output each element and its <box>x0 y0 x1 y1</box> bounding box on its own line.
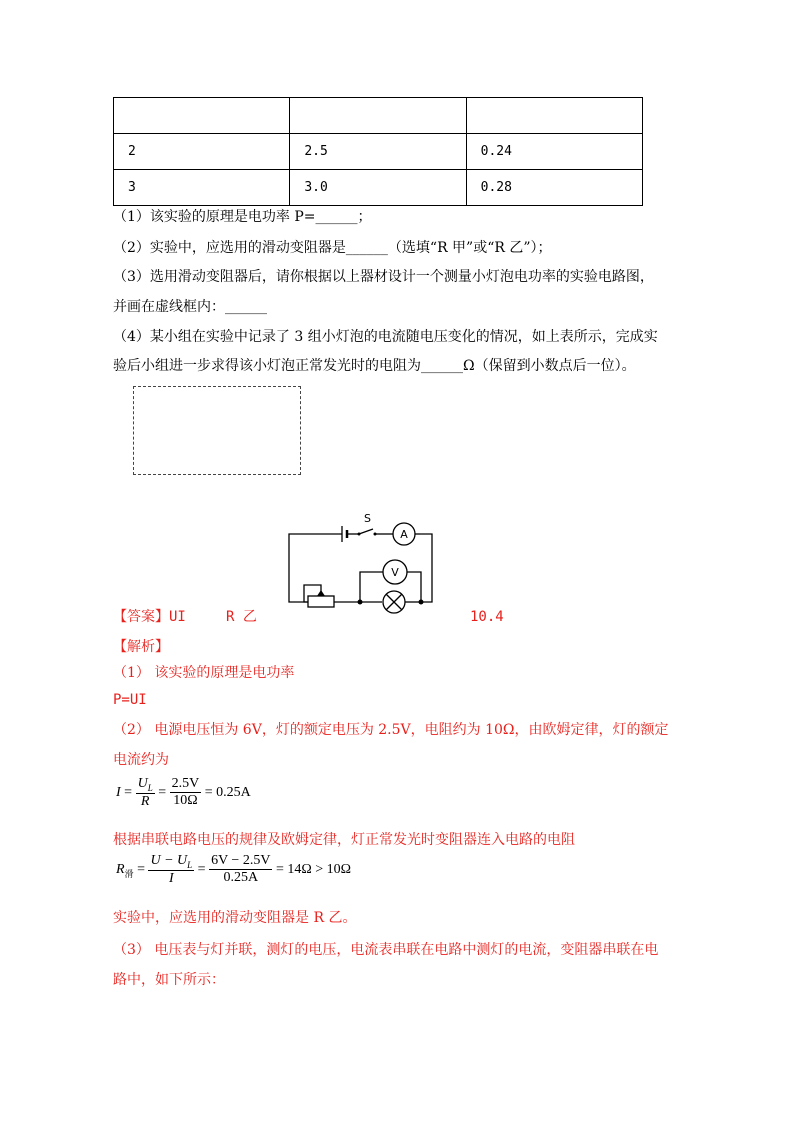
table-cell: 3.0 <box>290 170 466 206</box>
question-1: （1）该实验的原理是电功率 P=______； <box>113 209 372 225</box>
analysis-p3: 根据串联电路电压的规律及欧姆定律，灯正常发光时变阻器连入电路的电阻 <box>113 832 575 848</box>
data-table <box>113 97 643 206</box>
answer-1: UI <box>169 609 186 625</box>
question-3-line-2: 并画在虚线框内：______ <box>113 299 267 315</box>
ammeter-label: A <box>400 528 408 541</box>
analysis-p5-line-2: 路中，如下所示： <box>113 972 225 988</box>
formula-result: 0.25A <box>216 785 251 801</box>
question-3-line-1: （3）选用滑动变阻器后，请你根据以上器材设计一个测量小灯泡电功率的实验电路图， <box>113 269 654 285</box>
wire-left <box>289 534 342 602</box>
table-cell: 0.24 <box>466 134 642 170</box>
drawing-box <box>133 386 301 475</box>
analysis-tag: 【解析】 <box>113 639 169 655</box>
wire-right <box>420 534 432 602</box>
rheostat-arrow <box>317 590 325 596</box>
question-4-line-1: （4）某小组在实验中记录了 3 组小灯泡的电流随电压变化的情况，如上表所示，完成实 <box>113 329 658 345</box>
table-cell <box>290 98 466 134</box>
analysis-p1: （1） 该实验的原理是电功率 <box>113 665 295 681</box>
formula-resistance: $R_滑$ = $\frac{U - U_L}{I}$ = $\frac{6V - 2.5V}{0.25A}$ = 14Ω > 10Ω <box>116 853 352 886</box>
answer-tag: 【答案】 <box>113 609 169 625</box>
question-2: （2）实验中，应选用的滑动变阻器是______（选填“R 甲”或“R 乙”）； <box>113 240 552 256</box>
table-cell <box>114 98 290 134</box>
analysis-p1-formula: P=UI <box>113 692 147 708</box>
table-row <box>114 98 643 134</box>
table-cell: 3 <box>114 170 290 206</box>
analysis-p2-line-2: 电流约为 <box>113 752 169 768</box>
question-4-line-2: 验后小组进一步求得该小灯泡正常发光时的电阻为______Ω（保留到小数点后一位）。 <box>113 358 636 374</box>
analysis-p4: 实验中，应选用的滑动变阻器是 R 乙。 <box>113 910 357 926</box>
answer-2: R 乙 <box>226 609 257 625</box>
table-cell: 0.28 <box>466 170 642 206</box>
formula-lhs: I <box>116 785 121 801</box>
answer-line <box>113 607 186 627</box>
rheostat-body <box>308 596 334 607</box>
fraction: $\frac{6V - 2.5V}{0.25A}$ <box>211 853 271 886</box>
analysis-p2-line-1: （2） 电源电压恒为 6V，灯的额定电压为 2.5V，电阻约为 10Ω，由欧姆定律，灯的额定 <box>113 722 669 738</box>
table-row <box>114 170 643 206</box>
table-cell: 2.5 <box>290 134 466 170</box>
rheostat-slider <box>304 585 321 602</box>
switch-label: S <box>364 512 371 525</box>
formula-result: 14Ω > 10Ω <box>287 862 352 878</box>
formula-current: I = $\frac{U_L}{R}$ = $\frac{2.5V}{10\Omega}$ = 0.25A <box>116 776 251 809</box>
fraction: $\frac{U_L}{R}$ <box>137 776 153 809</box>
circuit-diagram <box>280 510 440 615</box>
fraction: $\frac{2.5V}{10\Omega}$ <box>171 776 200 809</box>
switch-blade <box>359 529 373 534</box>
fraction: $\frac{U - U_L}{I}$ <box>150 853 193 886</box>
answer-4: 10.4 <box>470 609 504 625</box>
analysis-p5-line-1: （3） 电压表与灯并联，测灯的电压，电流表串联在电路中测灯的电流，变阻器串联在电 <box>113 942 659 958</box>
junction-dot <box>419 600 424 605</box>
table-row <box>114 134 643 170</box>
junction-dot <box>358 600 363 605</box>
table-cell: 2 <box>114 134 290 170</box>
table-cell <box>466 98 642 134</box>
voltmeter-label: V <box>391 566 399 579</box>
